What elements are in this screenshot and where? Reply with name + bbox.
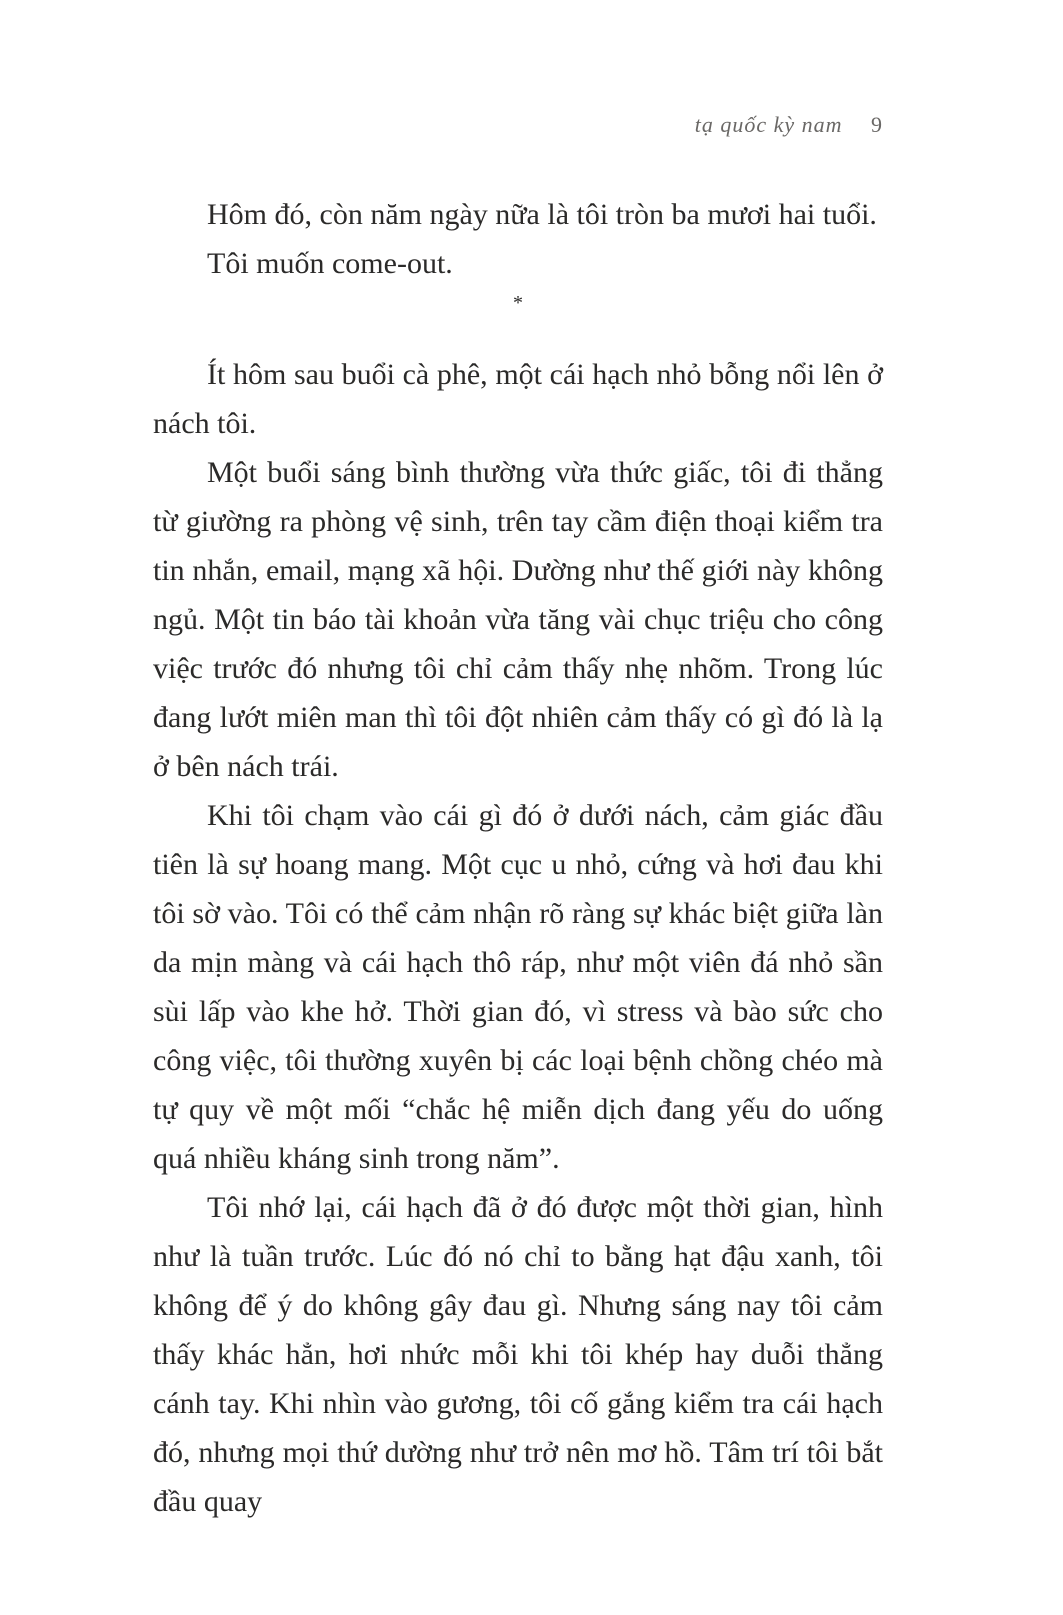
section-break: * [513,292,523,314]
paragraph: Ít hôm sau buổi cà phê, một cái hạch nhỏ bỗng nổi lên ở nách tôi. [153,358,883,440]
paragraph: Tôi muốn come-out. [207,247,453,280]
paragraph: Tôi nhớ lại, cái hạch đã ở đó được một thời gian, hình như là tuần trước. Lúc đó nó chỉ to bằng hạt đậu xanh, tôi không để ý do không gây đau gì. Nhưng sáng nay tôi cảm thấy khác hẳn, hơi nhức mỗi khi tôi khép hay duỗi thẳng cánh tay. Khi nhìn vào gương, tôi cố gắng kiểm tra cái hạch đó, nhưng mọi thứ dường như trở nên mơ hồ. Tâm trí tôi bắt đầu quay [153,1191,883,1518]
running-header [695,112,883,138]
paragraph: Một buổi sáng bình thường vừa thức giấc, tôi đi thẳng từ giường ra phòng vệ sinh, trên tay cầm điện thoại kiểm tra tin nhắn, email, mạng xã hội. Dường như thế giới này không ngủ. Một tin báo tài khoản vừa tăng vài chục triệu cho công việc trước đó nhưng tôi chỉ cảm thấy nhẹ nhõm. Trong lúc đang lướt miên man thì tôi đột nhiên cảm thấy có gì đó là lạ ở bên nách trái. [153,456,883,783]
page-number: 9 [871,112,883,137]
paragraph: Khi tôi chạm vào cái gì đó ở dưới nách, cảm giác đầu tiên là sự hoang mang. Một cục u nhỏ, cứng và hơi đau khi tôi sờ vào. Tôi có thể cảm nhận rõ ràng sự khác biệt giữa làn da mịn màng và cái hạch thô ráp, như một viên đá nhỏ sần sùi lấp vào khe hở. Thời gian đó, vì stress và bào sức cho công việc, tôi thường xuyên bị các loại bệnh chồng chéo mà tự quy về một mối “chắc hệ miễn dịch đang yếu do uống quá nhiều kháng sinh trong năm”. [153,799,883,1175]
body-text [153,190,883,1526]
paragraph: Hôm đó, còn năm ngày nữa là tôi tròn ba mươi hai tuổi. [207,198,877,231]
running-header-title: tạ quốc kỳ nam [694,112,843,137]
